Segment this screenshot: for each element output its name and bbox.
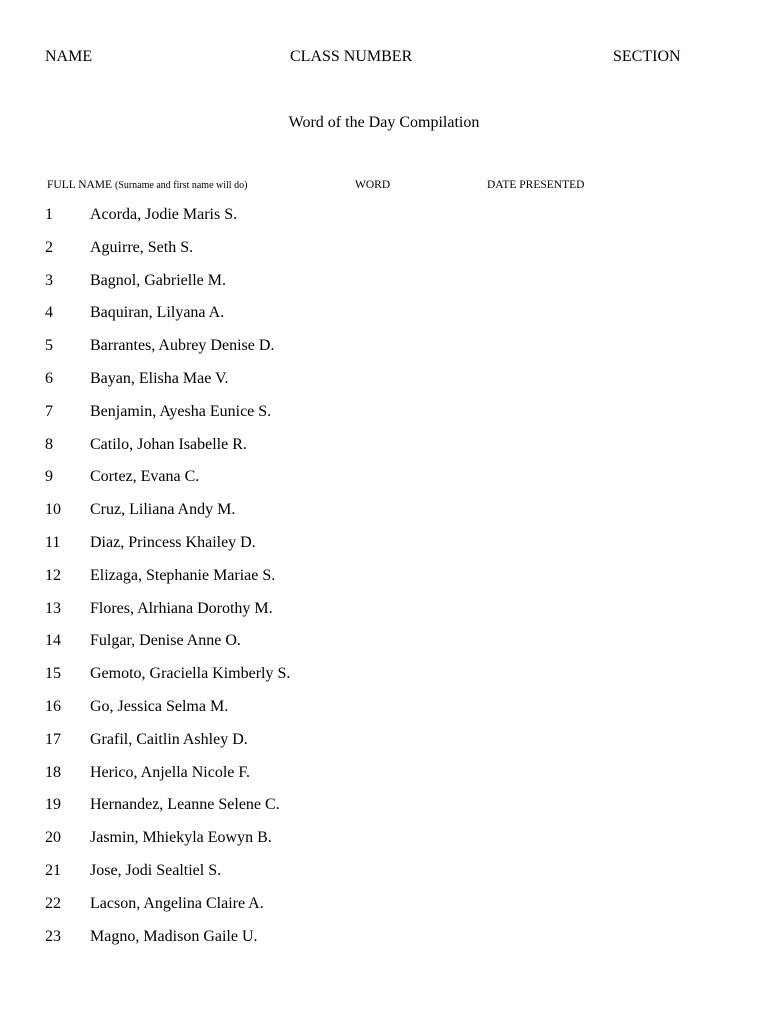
student-number: 11 <box>45 533 61 551</box>
student-name: Gemoto, Graciella Kimberly S. <box>90 665 291 683</box>
student-name: Go, Jessica Selma M. <box>90 697 229 715</box>
column-header-word: WORD <box>355 179 391 191</box>
student-name: Grafil, Caitlin Ashley D. <box>90 730 248 748</box>
student-number: 6 <box>45 369 53 387</box>
student-name: Jasmin, Mhiekyla Eowyn B. <box>90 829 272 847</box>
student-name: Baquiran, Lilyana A. <box>90 304 225 322</box>
column-header-full-name <box>47 178 247 193</box>
student-name: Herico, Anjella Nicole F. <box>90 763 251 781</box>
list-item <box>0 464 768 497</box>
list-item <box>0 825 768 858</box>
student-list <box>0 202 768 956</box>
name-label: NAME <box>45 48 93 65</box>
student-name: Elizaga, Stephanie Mariae S. <box>90 566 276 584</box>
list-item <box>0 432 768 465</box>
list-item <box>0 497 768 530</box>
student-name: Acorda, Jodie Maris S. <box>90 206 238 223</box>
student-name: Flores, Alrhiana Dorothy M. <box>90 599 273 617</box>
student-number: 2 <box>45 238 53 256</box>
list-item <box>0 858 768 891</box>
student-number: 8 <box>45 435 53 453</box>
list-item <box>0 399 768 432</box>
column-header-date-presented: DATE PRESENTED <box>487 179 585 191</box>
student-number: 14 <box>45 632 61 650</box>
student-number: 1 <box>45 206 53 223</box>
full-name-note: (Surname and first name will do) <box>114 180 248 191</box>
student-number: 17 <box>45 730 61 748</box>
list-item <box>0 661 768 694</box>
list-item <box>0 300 768 333</box>
list-item <box>0 727 768 760</box>
student-number: 22 <box>45 894 61 912</box>
student-name: Cortez, Evana C. <box>90 468 200 486</box>
full-name-heading: FULL NAME <box>47 179 113 191</box>
list-item <box>0 628 768 661</box>
list-item <box>0 202 768 235</box>
student-number: 12 <box>45 566 61 584</box>
student-name: Diaz, Princess Khailey D. <box>90 533 256 551</box>
list-item <box>0 596 768 629</box>
student-name: Cruz, Liliana Andy M. <box>90 501 236 519</box>
page-title: Word of the Day Compilation <box>288 114 480 131</box>
list-item <box>0 530 768 563</box>
student-number: 21 <box>45 861 61 879</box>
student-name: Fulgar, Denise Anne O. <box>90 632 241 650</box>
student-number: 16 <box>45 697 61 715</box>
student-number: 10 <box>45 501 61 519</box>
student-number: 3 <box>45 271 53 289</box>
student-number: 5 <box>45 337 53 355</box>
list-item <box>0 235 768 268</box>
student-number: 20 <box>45 829 61 847</box>
list-item <box>0 924 768 957</box>
student-name: Benjamin, Ayesha Eunice S. <box>90 402 272 420</box>
student-name: Lacson, Angelina Claire A. <box>90 894 264 912</box>
student-number: 15 <box>45 665 61 683</box>
list-item <box>0 792 768 825</box>
student-name: Catilo, Johan Isabelle R. <box>90 435 247 453</box>
student-number: 23 <box>45 927 61 945</box>
class-number-label: CLASS NUMBER <box>290 48 413 65</box>
list-item <box>0 891 768 924</box>
student-name: Magno, Madison Gaile U. <box>90 927 258 945</box>
student-name: Aguirre, Seth S. <box>90 238 194 256</box>
student-number: 18 <box>45 763 61 781</box>
student-name: Bayan, Elisha Mae V. <box>90 369 229 387</box>
student-name: Barrantes, Aubrey Denise D. <box>90 337 275 355</box>
student-name: Hernandez, Leanne Selene C. <box>90 796 280 814</box>
list-item <box>0 268 768 301</box>
list-item <box>0 760 768 793</box>
student-name: Bagnol, Gabrielle M. <box>90 271 226 289</box>
student-name: Jose, Jodi Sealtiel S. <box>90 861 222 879</box>
student-number: 4 <box>45 304 53 322</box>
list-item <box>0 366 768 399</box>
list-item <box>0 563 768 596</box>
student-number: 13 <box>45 599 61 617</box>
student-number: 7 <box>45 402 53 420</box>
list-item <box>0 333 768 366</box>
student-number: 9 <box>45 468 53 486</box>
student-number: 19 <box>45 796 61 814</box>
list-item <box>0 694 768 727</box>
section-label: SECTION <box>613 48 681 65</box>
